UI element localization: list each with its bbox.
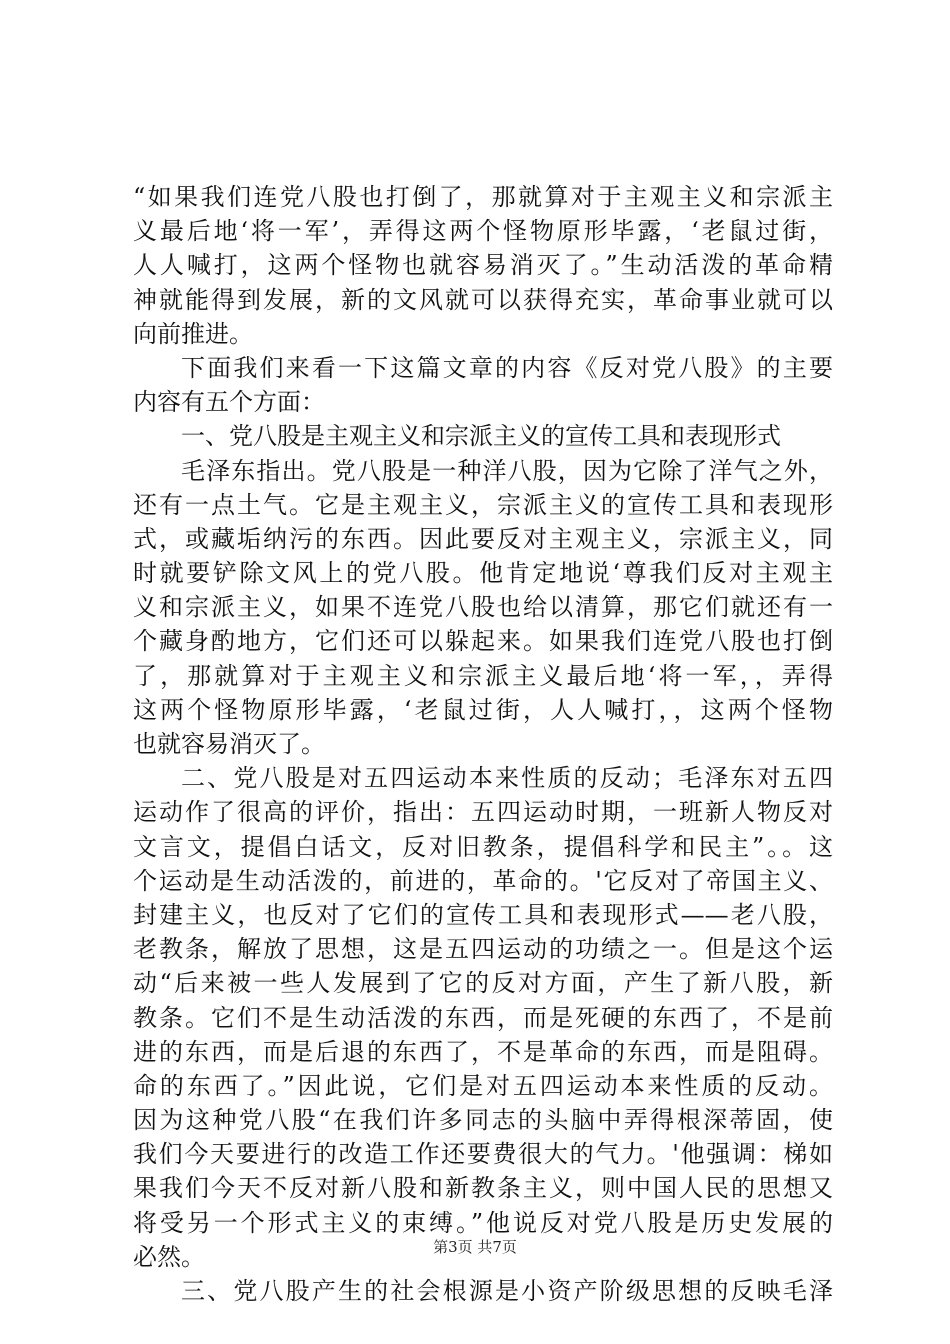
text-line: 必然。 (133, 1242, 205, 1271)
text-line: 神就能得到发展，新的文风就可以获得充实，革命事业就可以 (133, 285, 833, 314)
text-line: 向前推进。 (133, 319, 253, 348)
text-line: 式，或藏垢纳污的东西。因此要反对主观主义，宗派主义，同 (133, 524, 833, 553)
page-footer: 第3页 共7页 (433, 1238, 517, 1256)
text-line: 一、党八股是主观主义和宗派主义的宣传工具和表现形式 (181, 422, 781, 451)
text-line: 运动作了很高的评价，指出：五四运动时期，一班新人物反对 (133, 798, 833, 827)
text-line: 封建主义，也反对了它们的宣传工具和表现形式——老八股， (133, 900, 833, 929)
text-line: 我们今天要进行的改造工作还要费很大的气力。'他强调：梯如 (133, 1140, 833, 1169)
text-line: 也就容易消灭了。 (133, 730, 325, 758)
text-line: 了，那就算对于主观主义和宗派主义最后地‘将一军，，弄得 (133, 661, 833, 690)
text-line: 二、党八股是对五四运动本来性质的反动；毛泽东对五四 (181, 764, 833, 793)
text-line: 文言文，提倡白话文，反对旧教条，提倡科学和民主”。。这 (133, 832, 833, 861)
text-line: 内容有五个方面： (133, 388, 325, 417)
text-line: 义和宗派主义，如果不连党八股也给以清算，那它们就还有一 (133, 593, 833, 622)
text-line: 进的东西，而是后退的东西了，不是革命的东西，而是阻碍。 (133, 1037, 833, 1066)
text-line: 下面我们来看一下这篇文章的内容《反对党八股》的主要 (181, 353, 833, 382)
text-line: 个运动是生动活泼的，前进的，革命的。'它反对了帝国主义、 (133, 866, 833, 895)
text-line: 命的东西了。”因此说，它们是对五四运动本来性质的反动。 (133, 1071, 833, 1100)
text-line: 动“后来被一些人发展到了它的反对方面，产生了新八股，新 (133, 969, 833, 998)
text-line: 这两个怪物原形毕露，‘老鼠过街，人人喊打，，这两个怪物 (133, 695, 833, 724)
text-line: 毛泽东指出。党八股是一种洋八股，因为它除了洋气之外， (181, 456, 833, 485)
text-line: 人人喊打，这两个怪物也就容易消灭了。”生动活泼的革命精 (133, 251, 833, 280)
text-line: 因为这种党八股“在我们许多同志的头脑中弄得根深蒂固，使 (133, 1106, 833, 1135)
text-line: 将受另一个形式主义的束缚。”他说反对党八股是历史发展的 (133, 1208, 833, 1237)
text-line: 个藏身酌地方，它们还可以躲起来。如果我们连党八股也打倒 (133, 627, 833, 656)
text-line: “如果我们连党八股也打倒了，那就算对于主观主义和宗派主 (133, 183, 833, 211)
text-line: 教条。它们不是生动活泼的东西，而是死硬的东西了，不是前 (133, 1003, 833, 1032)
text-line: 果我们今天不反对新八股和新教条主义，则中国人民的思想又 (133, 1174, 833, 1203)
text-line: 老教条，解放了思想，这是五四运动的功绩之一。但是这个运 (133, 935, 833, 964)
text-line: 义最后地‘将一军’，弄得这两个怪物原形毕露，‘老鼠过街， (133, 217, 833, 246)
text-line: 还有一点土气。它是主观主义，宗派主义的宣传工具和表现形 (133, 490, 833, 519)
text-line: 时就要铲除文风上的党八股。他肯定地说‘尊我们反对主观主 (133, 559, 833, 588)
text-line: 三、党八股产生的社会根源是小资产阶级思想的反映毛泽 (181, 1277, 833, 1305)
document-body (133, 180, 833, 1308)
